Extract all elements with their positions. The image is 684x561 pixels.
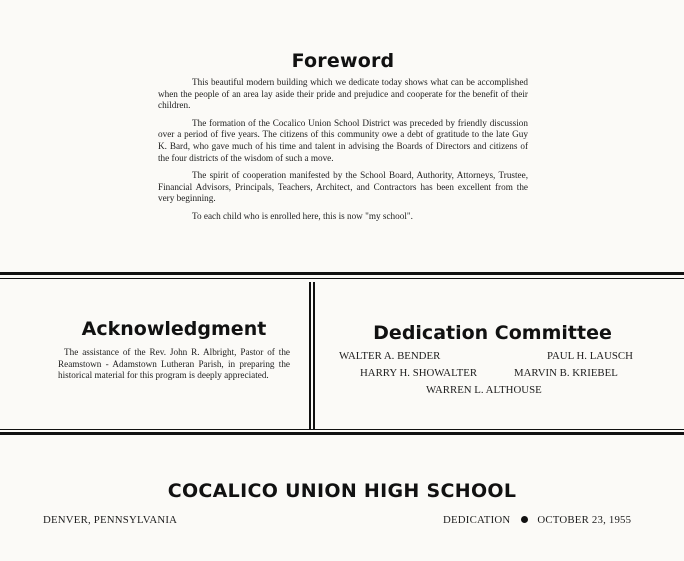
school-name: COCALICO UNION HIGH SCHOOL [167, 480, 517, 502]
top-divider-thin [0, 278, 684, 279]
acknowledgment-title: Acknowledgment [81, 318, 267, 340]
dedication-committee-title: Dedication Committee [373, 322, 612, 344]
foreword-title: Foreword [291, 50, 395, 72]
foreword-paragraph-1: This beautiful modern building which we dedicate today shows what can be accomplished when the people of an area lay aside their pride and prejudice and cooperate for the benefit of their children. [158, 77, 528, 111]
column-divider-right [313, 282, 315, 429]
bottom-divider-thin [0, 429, 684, 430]
committee-row-3 [330, 384, 655, 401]
event-label: DEDICATION [443, 514, 511, 526]
dedication-committee-section [330, 322, 655, 401]
dedication-date-line [443, 514, 631, 526]
top-divider-thick [0, 272, 684, 275]
bottom-divider-thick [0, 432, 684, 435]
committee-member: WALTER A. BENDER [339, 350, 441, 362]
foreword-section [158, 50, 528, 229]
committee-row-2 [330, 367, 655, 384]
committee-row-1 [330, 350, 655, 367]
bullet-separator [521, 516, 528, 523]
foreword-paragraph-2: The formation of the Cocalico Union School District was preceded by friendly discussion over a period of five years. The citizens of this community owe a debt of gratitude to the late Guy K. Bard, who gave much of his time and talent in advising the Boards of Directors and citizens of the four districts of the wisdom of such a move. [158, 117, 528, 163]
committee-member: HARRY H. SHOWALTER [360, 367, 478, 379]
column-divider-left [309, 282, 311, 429]
committee-member: MARVIN B. KRIEBEL [514, 367, 618, 379]
committee-member: PAUL H. LAUSCH [547, 350, 633, 362]
location-text: DENVER, PENNSYLVANIA [43, 514, 178, 526]
foreword-paragraph-4: To each child who is enrolled here, this is now "my school". [192, 210, 413, 221]
acknowledgment-text: The assistance of the Rev. John R. Albright, Pastor of the Reamstown - Adamstown Lutheran Parish, in preparing the historical material for this program is deeply appreciated. [58, 347, 290, 381]
committee-member: WARREN L. ALTHOUSE [426, 384, 542, 396]
foreword-paragraph-3: The spirit of cooperation manifested by the School Board, Authority, Attorneys, Trustee, Financial Advisors, Principals, Teachers, Architect, and Contractors has been excellent from the very beginning. [158, 170, 528, 204]
acknowledgment-section [58, 318, 290, 382]
event-date: OCTOBER 23, 1955 [537, 514, 632, 526]
